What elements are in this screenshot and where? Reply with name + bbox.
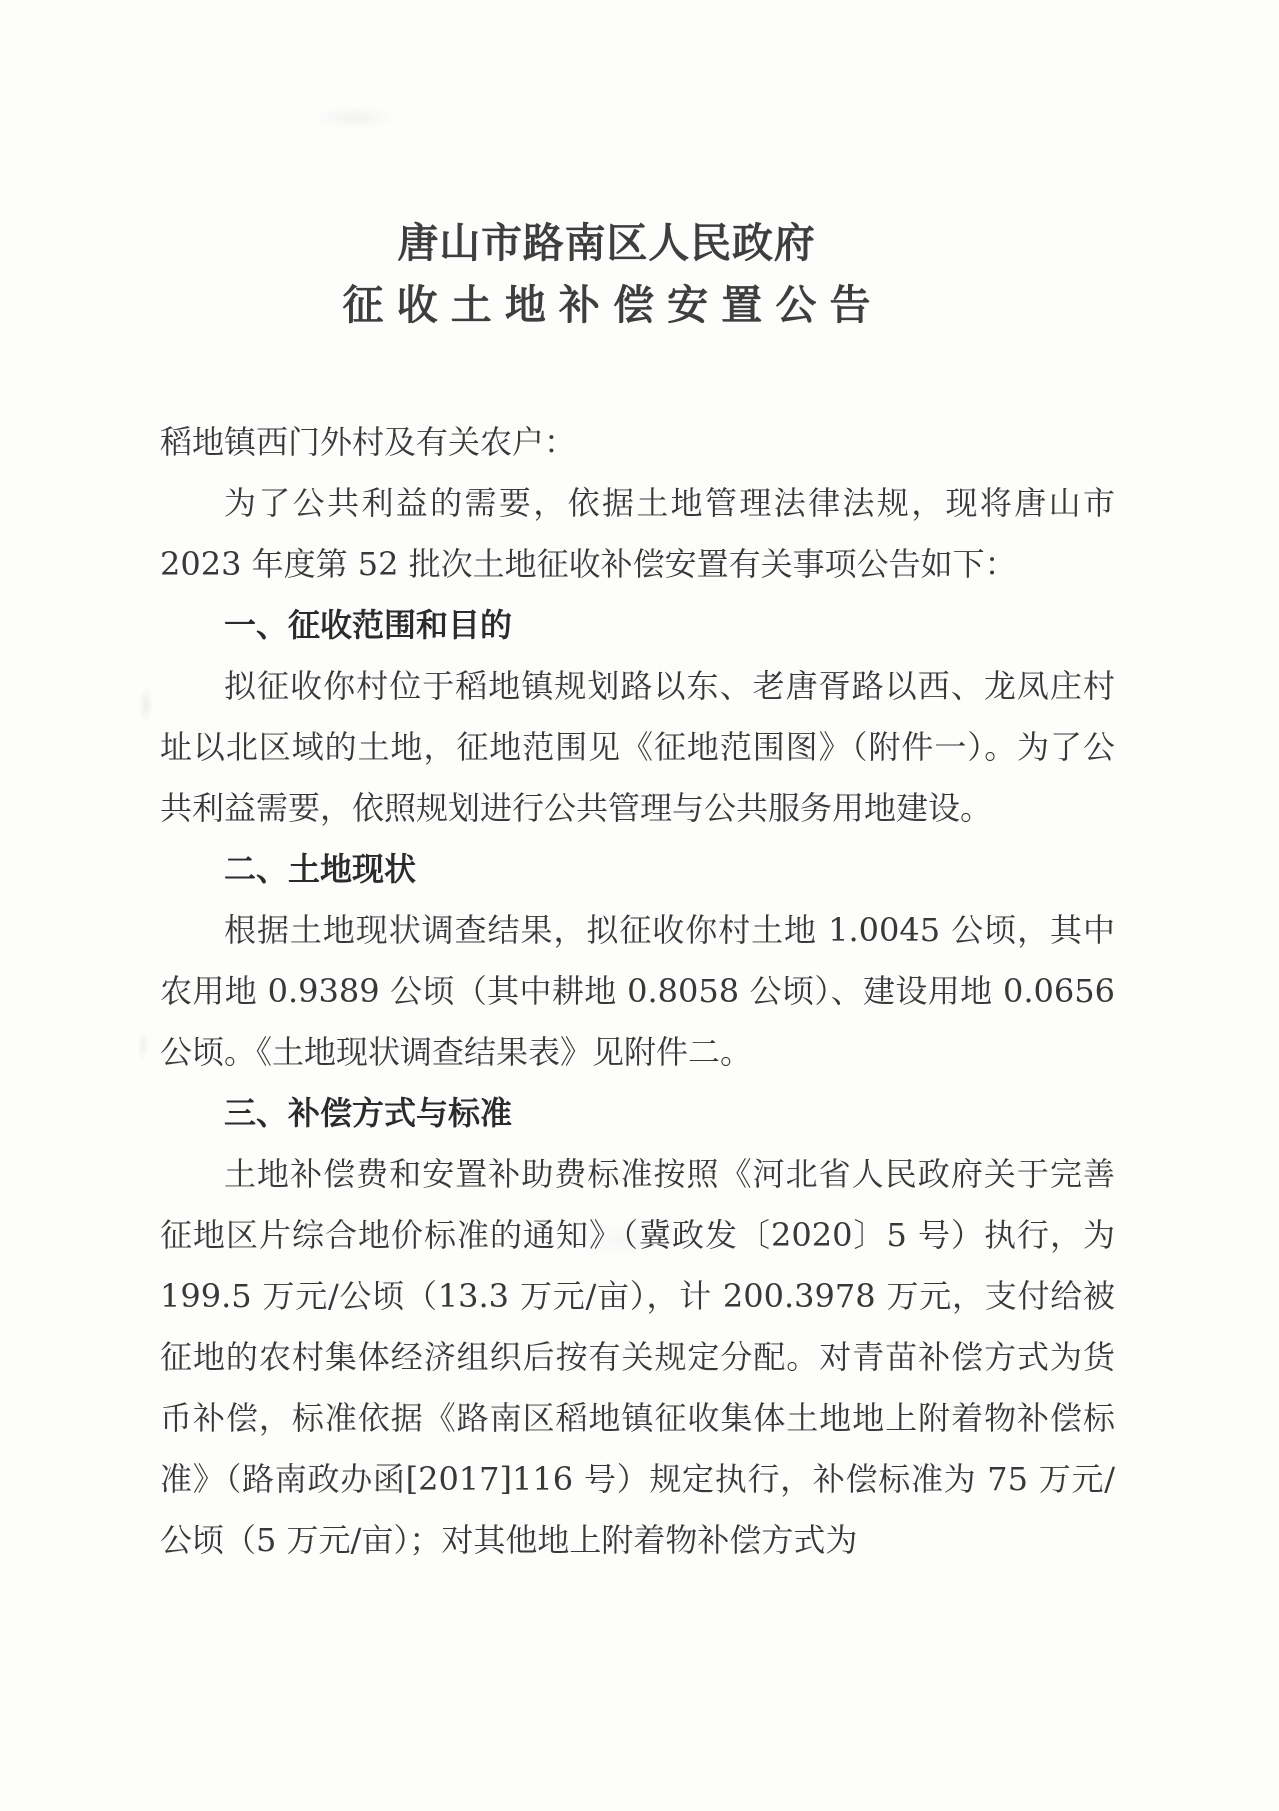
issuing-authority-title: 唐山市路南区人民政府 (397, 219, 816, 267)
title-block (0, 0, 1246, 336)
section-2-heading: 二、土地现状 (224, 850, 417, 888)
notice-title: 征收土地补偿安置公告 (342, 281, 884, 329)
salutation: 稻地镇西门外村及有关农户： (160, 423, 577, 461)
section-3-heading: 三、补偿方式与标准 (224, 1094, 513, 1132)
notice-body (160, 412, 1115, 1571)
intro-paragraph: 为了公共利益的需要，依据土地管理法律法规，现将唐山市 2023 年度第 52 批次土地征收补偿安置有关事项公告如下： (160, 484, 1115, 583)
section-3-body: 土地补偿费和安置补助费标准按照《河北省人民政府关于完善征地区片综合地价标准的通知》（冀政发〔2020〕5 号）执行，为 199.5 万元/公顷（13.3 万元/亩），计 200.3978 万元，支付给被征地的农村集体经济组织后按有关规定分配。对青苗补偿方式为货币补偿，标准依据《路南区稻地镇征收集体土地地上附着物补偿标准》（路南政办函[2017]116 号）规定执行，补偿标准为 75 万元/公顷（5 万元/亩）；对其他地上附着物补偿方式为 (160, 1155, 1115, 1559)
section-1-body: 拟征收你村位于稻地镇规划路以东、老唐胥路以西、龙凤庄村址以北区域的土地，征地范围见《征地范围图》（附件一）。为了公共利益需要，依照规划进行公共管理与公共服务用地建设。 (160, 667, 1115, 827)
section-1-heading: 一、征收范围和目的 (224, 606, 513, 644)
section-2-body: 根据土地现状调查结果，拟征收你村土地 1.0045 公顷，其中农用地 0.9389 公顷（其中耕地 0.8058 公顷）、建设用地 0.0656 公顷。《土地现状调查结果表》见附件二。 (160, 911, 1115, 1071)
